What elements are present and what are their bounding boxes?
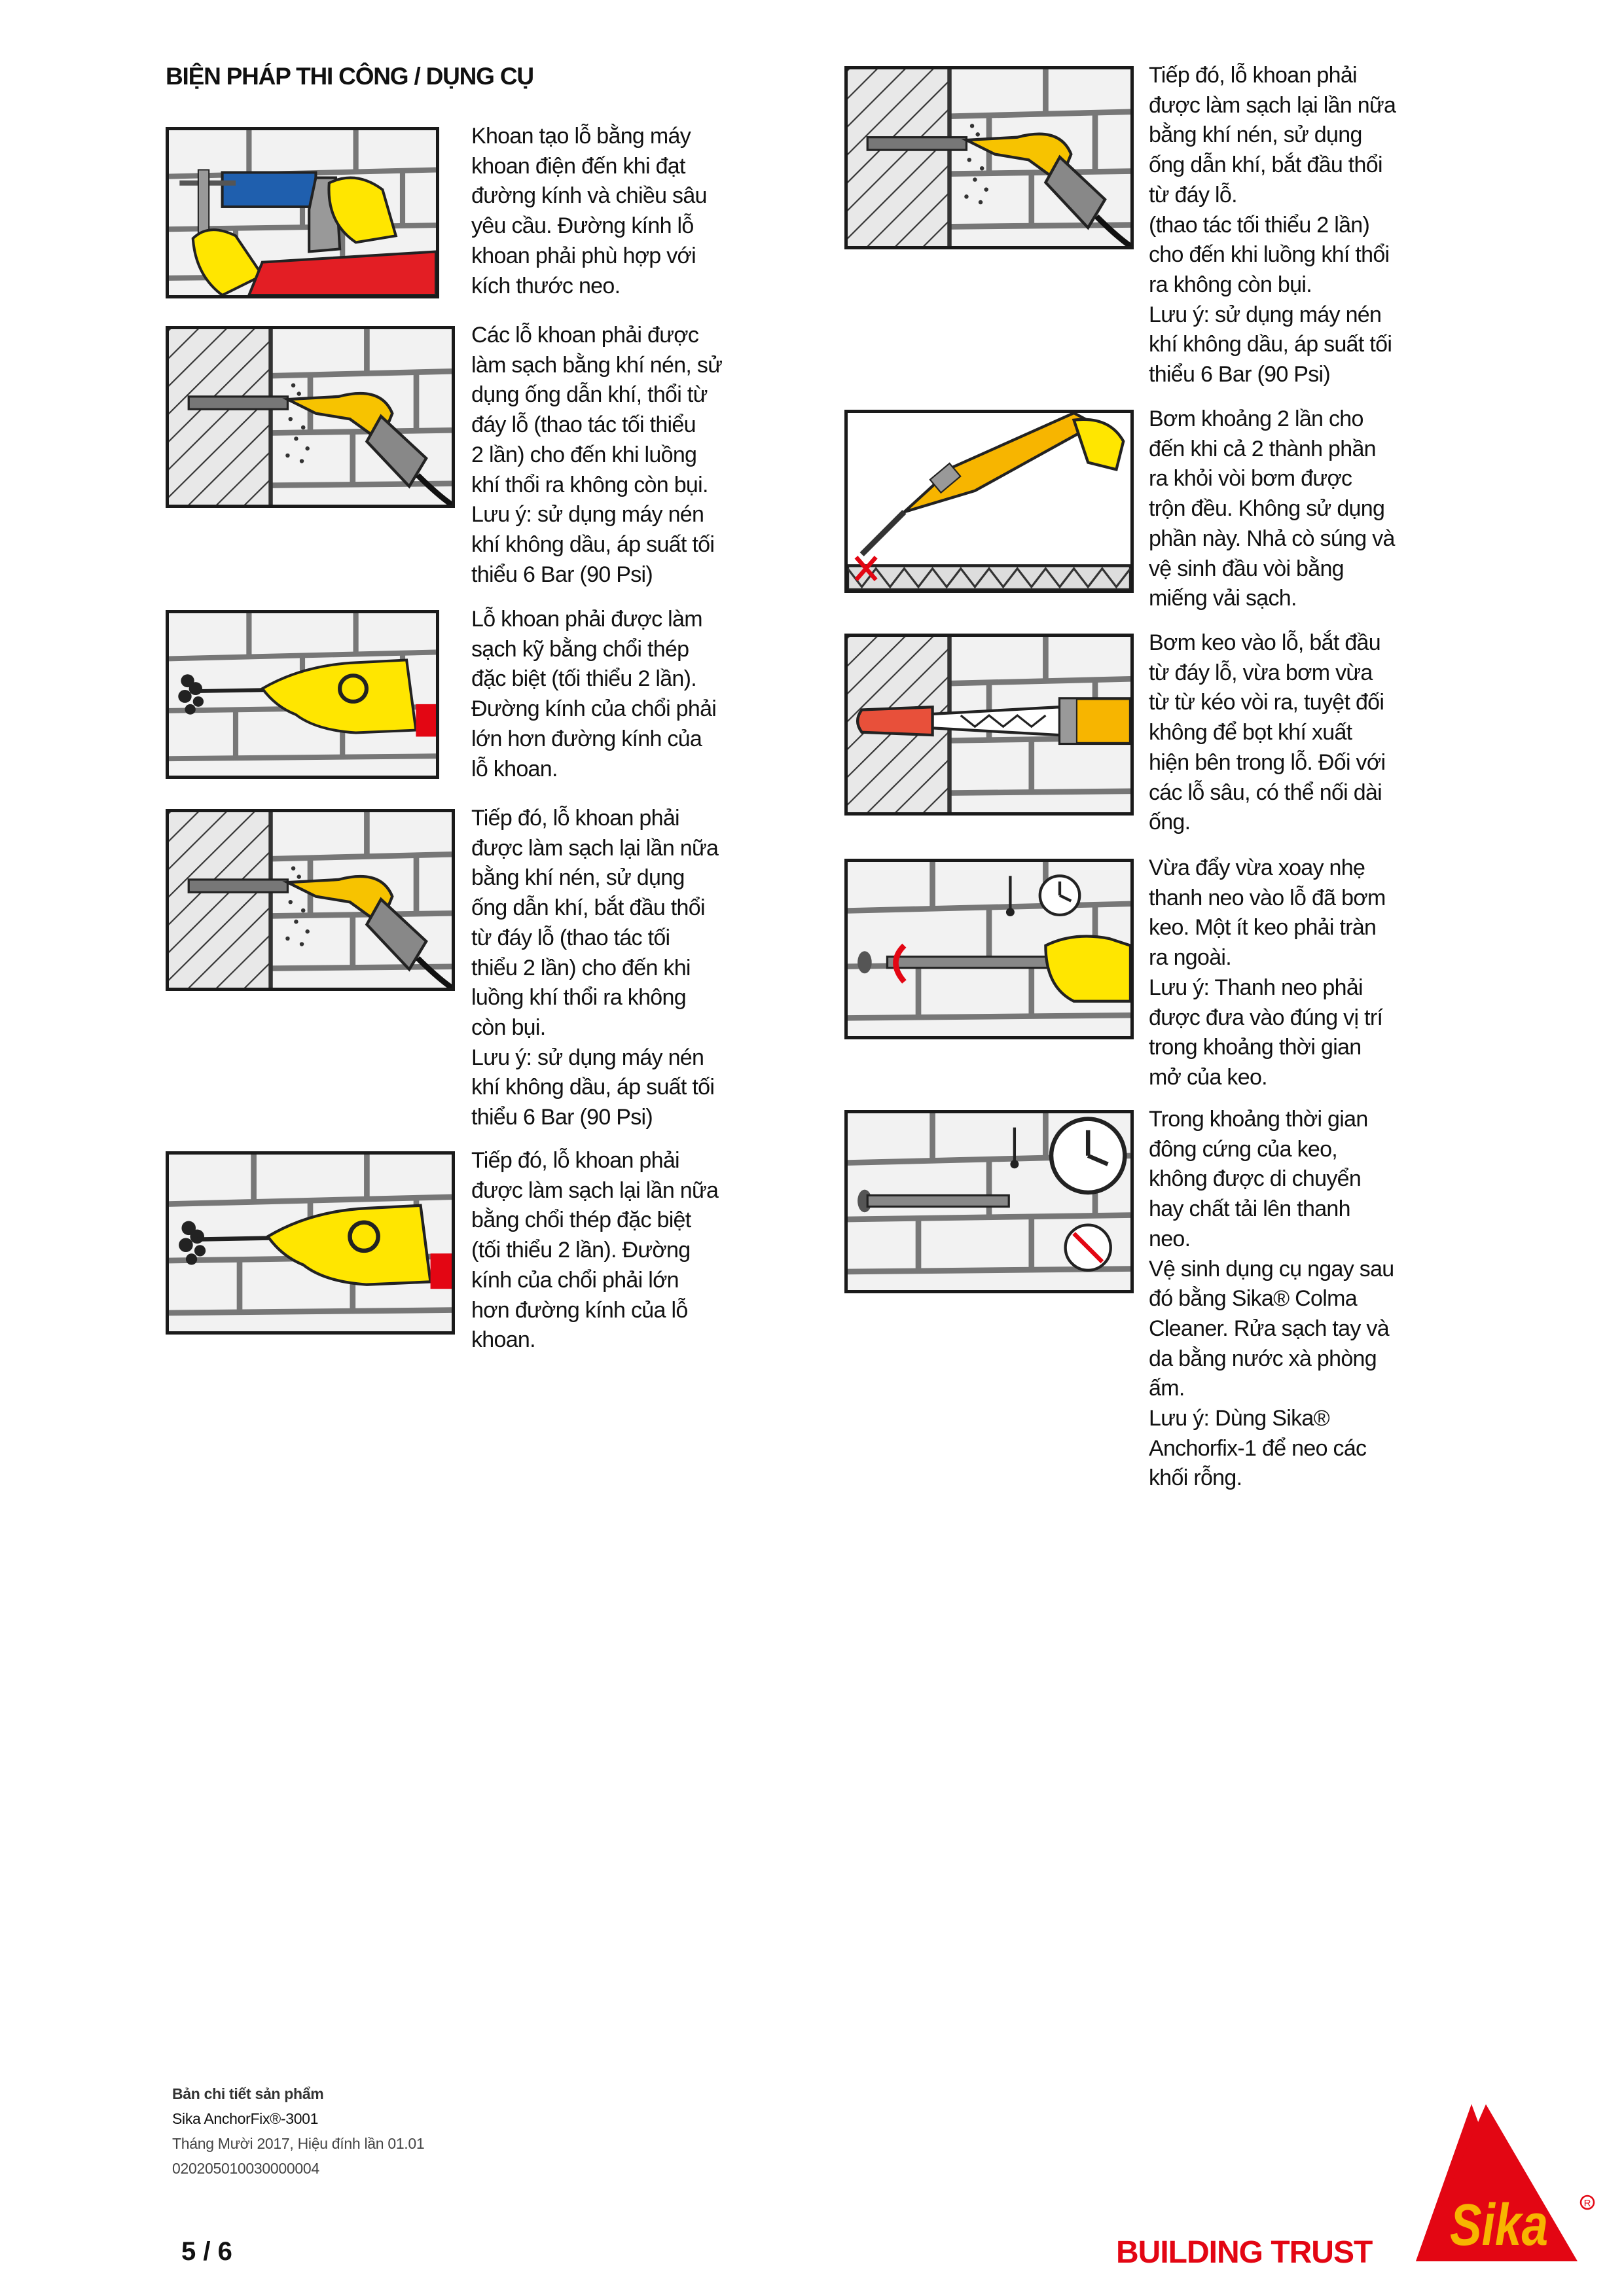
step-4-text: Tiếp đó, lỗ khoan phải được làm sạch lại lần nữa bằng khí nén, sử dụng ống dẫn khí, bắt đầu thổi từ đáy lỗ (thao tác tối thiểu 2 lần) cho đến khi luồng khí thổi ra không còn bụi. Lưu ý: sử dụng máy nén khí không dầu, áp suất tối thiểu 6 Bar (90 Psi)	[471, 806, 719, 1130]
footer-code: 020205010030000004	[172, 2160, 319, 2177]
step-5-text: Tiếp đó, lỗ khoan phải được làm sạch lại lần nữa bằng chổi thép đặc biệt (tối thiểu 2 lần). Đường kính của chổi phải lớn hơn đường kính của lỗ khoan.	[471, 1148, 719, 1353]
wire-brush-illustration	[166, 610, 439, 779]
svg-text:R: R	[1583, 2198, 1591, 2209]
step-1-text: Khoan tạo lỗ bằng máy khoan điện đến khi đạt đường kính và chiều sâu yêu cầu. Đường kính lỗ khoan phải phù hợp với kích thước neo.	[471, 124, 707, 298]
step-7-text: Bơm khoảng 2 lần cho đến khi cả 2 thành phần ra khỏi vòi bơm được trộn đều. Không sử dụng phần này. Nhả cò súng và vệ sinh đầu vòi bằng miếng vải sạch.	[1149, 406, 1395, 611]
footer-revision: Tháng Mười 2017, Hiệu đính lần 01.01	[172, 2135, 425, 2152]
step-9-text: Vừa đẩy vừa xoay nhẹ thanh neo vào lỗ đã bơm keo. Một ít keo phải tràn ra ngoài. Lưu ý: Thanh neo phải được đưa vào đúng vị trí trong khoảng thời gian mở của keo.	[1149, 855, 1386, 1090]
slogan: BUILDING TRUST	[1116, 2235, 1373, 2270]
step-2-text: Các lỗ khoan phải được làm sạch bằng khí nén, sử dụng ống dẫn khí, thổi từ đáy lỗ (thao tác tối thiểu 2 lần) cho đến khi luồng khí thổi ra không còn bụi. Lưu ý: sử dụng máy nén khí không dầu, áp suất tối thiểu 6 Bar (90 Psi)	[471, 323, 723, 587]
footer-product: Sika AnchorFix®-3001	[172, 2110, 319, 2127]
section-title: BIỆN PHÁP THI CÔNG / DỤNG CỤ	[166, 63, 533, 90]
sika-logo	[1411, 2104, 1600, 2265]
footer-info	[172, 2081, 424, 2181]
step-8-text: Bơm keo vào lỗ, bắt đầu từ đáy lỗ, vừa bơm vừa từ từ kéo vòi ra, tuyệt đối không để bọt khí xuất hiện bên trong lỗ. Đối với các lỗ sâu, có thể nối dài ống.	[1149, 630, 1386, 835]
air-blow-illustration	[166, 809, 455, 991]
svg-text:Sika: Sika	[1450, 2193, 1548, 2258]
inject-illustration	[844, 634, 1134, 816]
air-blow-illustration	[844, 66, 1134, 249]
step-3-text: Lỗ khoan phải được làm sạch kỹ bằng chổi thép đặc biệt (tối thiểu 2 lần). Đường kính của chổi phải lớn hơn đường kính của lỗ khoan.	[471, 607, 717, 781]
footer-doc-type: Bản chi tiết sản phẩm	[172, 2085, 324, 2102]
air-blow-illustration	[166, 326, 455, 508]
curing-illustration	[844, 1110, 1134, 1293]
step-6-text: Tiếp đó, lỗ khoan phải được làm sạch lại lần nữa bằng khí nén, sử dụng ống dẫn khí, bắt đầu thổi từ đáy lỗ. (thao tác tối thiểu 2 lần) cho đến khi luồng khí thổi ra không còn bụi. Lưu ý: sử dụng máy nén khí không dầu, áp suất tối thiểu 6 Bar (90 Psi)	[1149, 63, 1396, 387]
wire-brush-illustration	[166, 1151, 455, 1335]
drill-illustration	[166, 127, 439, 298]
page-number: 5 / 6	[181, 2237, 232, 2266]
dispense-gun-illustration	[844, 410, 1134, 593]
insert-rod-illustration	[844, 859, 1134, 1039]
step-10-text: Trong khoảng thời gian đông cứng của keo, không được di chuyển hay chất tải lên thanh neo. Vệ sinh dụng cụ ngay sau đó bằng Sika® Colma Cleaner. Rửa sạch tay và da bằng nước xà phòng ấm. Lưu ý: Dùng Sika® Anchorfix-1 để neo các khối rỗng.	[1149, 1107, 1394, 1491]
